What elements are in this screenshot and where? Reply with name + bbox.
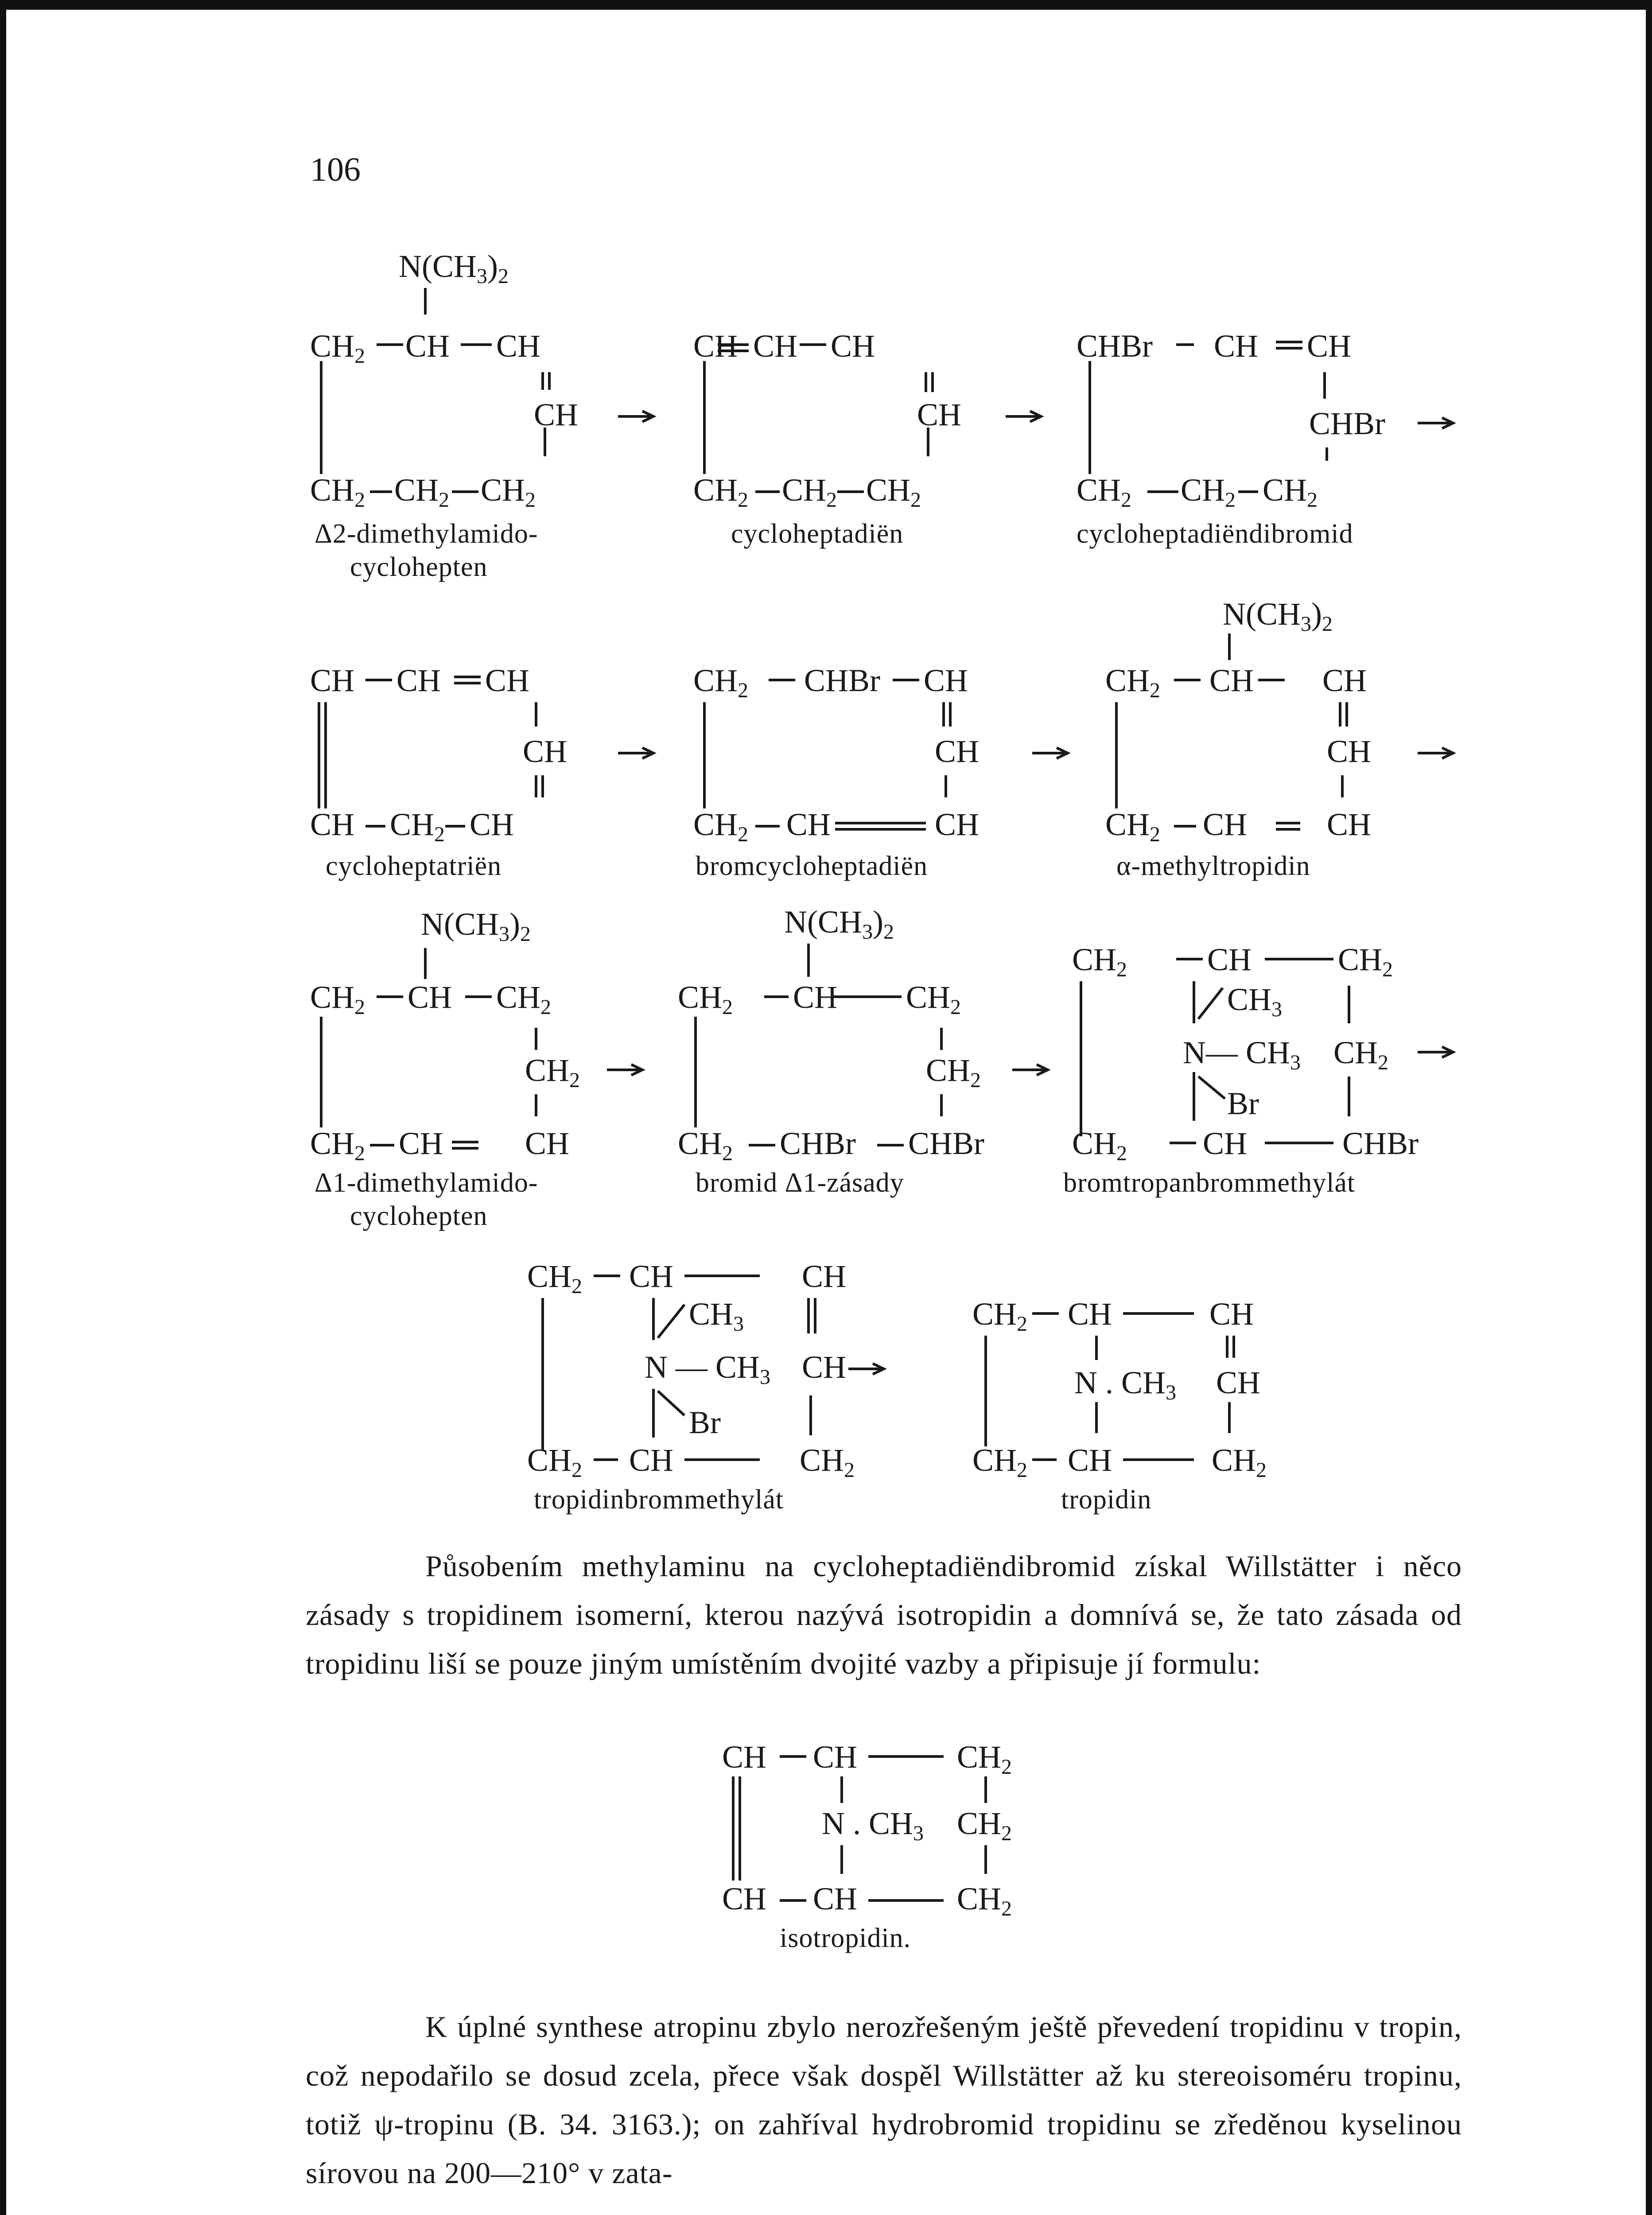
s1-r1-c: CH <box>496 328 541 364</box>
s3-caption1: cycloheptadiëndibromid <box>1077 519 1353 549</box>
s5-r3-c: CH <box>935 807 980 842</box>
s10-caption1: tropidinbrommethylát <box>534 1484 784 1515</box>
s12-r3-a: CH <box>722 1881 767 1916</box>
s11-r3-b: CH <box>1068 1442 1112 1478</box>
s9-ch3-top: CH3 <box>1227 982 1283 1021</box>
s6-r3-b: CH <box>1203 807 1248 842</box>
s7-r3-b: CH <box>399 1126 443 1161</box>
page-number: 106 <box>310 151 361 188</box>
s2-mid: CH <box>917 397 962 432</box>
s7-top: N(CH3)2 <box>421 906 531 946</box>
s6-caption1: α-methyltropidin <box>1116 851 1310 881</box>
s12-r3-c: CH2 <box>957 1881 1012 1920</box>
s3-r3-b: CH2 <box>1181 472 1236 512</box>
s1-mid: CH <box>534 397 579 432</box>
s9-r1-a: CH2 <box>1072 942 1127 981</box>
s12-r1-c: CH2 <box>957 1739 1012 1779</box>
paragraph-1 <box>306 1542 1462 1688</box>
s6-r1-c: CH <box>1322 663 1367 698</box>
s8-r3-c: CHBr <box>908 1126 985 1161</box>
s9-br: Br <box>1227 1086 1259 1121</box>
s4-r1-b: CH <box>396 663 441 698</box>
s6-r3-a: CH2 <box>1105 807 1161 846</box>
s2-r3-b: CH2 <box>782 472 837 512</box>
s2-r3-a: CH2 <box>693 472 749 512</box>
s7-r1-b: CH <box>408 979 452 1015</box>
s11-r1-a: CH2 <box>972 1296 1028 1336</box>
s1-caption1: Δ2-dimethylamido- <box>315 519 538 549</box>
s1-top: N(CH3)2 <box>399 249 509 288</box>
s8-r3-b: CHBr <box>780 1126 856 1161</box>
s9-r1-c: CH2 <box>1338 942 1393 981</box>
s2-r1-b: CH <box>753 328 798 364</box>
s11-r3-a: CH2 <box>972 1442 1028 1482</box>
s6-mid: CH <box>1327 734 1372 769</box>
s12-r3-b: CH <box>813 1881 858 1916</box>
paragraph-1-text: Působením methylaminu na cycloheptadiëndibromid získal Willstätter i něco zásady s tropidinem isomerní, kterou nazývá isotropidin a domnívá se, že tato zásada od tropidinu liší se pouze jiným umístěním dvojité vazby a připisuje jí formulu: <box>306 1549 1462 1680</box>
s4-r1-c: CH <box>485 663 530 698</box>
s6-r3-c: CH <box>1327 807 1372 842</box>
s1-caption2: cyclohepten <box>350 552 488 582</box>
s9-r3-c: CHBr <box>1342 1126 1419 1161</box>
s10-right-mid: CH <box>802 1349 847 1385</box>
s4-r3-a: CH <box>310 807 355 842</box>
s2-r3-c: CH2 <box>866 472 921 512</box>
s12-r1-b: CH <box>813 1739 858 1775</box>
s7-caption2: cyclohepten <box>350 1201 488 1231</box>
s9-r1-b: CH <box>1207 942 1252 977</box>
s5-r1-c: CH <box>924 663 968 698</box>
s6-top: N(CH3)2 <box>1223 596 1333 636</box>
s5-r3-a: CH2 <box>693 807 749 846</box>
paragraph-2-text: K úplné synthese atropinu zbylo nerozřešeným ještě převedení tropidinu v tropin, což nepodařilo se dosud zcela, přece však dospěl Willstätter až ku stereoisoméru tropinu, totiž ψ-tropinu (B. 34. 3163.); on zahříval hydrobromid tropidinu se zředěnou kyselinou sírovou na 200—210° v zata- <box>306 2010 1462 2190</box>
s10-r3-a: CH2 <box>527 1442 583 1482</box>
s7-r3-c: CH <box>525 1126 570 1161</box>
s4-r3-b: CH2 <box>390 807 445 846</box>
s10-r3-c: CH2 <box>800 1442 855 1482</box>
s4-mid: CH <box>523 734 568 769</box>
s11-r1-c: CH <box>1209 1296 1254 1332</box>
s11-n-line: N . CH3 <box>1074 1365 1177 1404</box>
s9-r3-a: CH2 <box>1072 1126 1127 1165</box>
s6-r1-b: CH <box>1209 663 1254 698</box>
s1-r1-a: CH2 <box>310 328 365 368</box>
s8-mid: CH2 <box>926 1053 981 1092</box>
s6-r1-a: CH2 <box>1105 663 1161 702</box>
s11-r3-c: CH2 <box>1212 1442 1267 1482</box>
s11-right-mid: CH <box>1216 1365 1261 1400</box>
s3-r3-a: CH2 <box>1077 472 1132 512</box>
s2-r1-c: CH <box>831 328 875 364</box>
s11-caption1: tropidin <box>1061 1484 1152 1515</box>
s11-r1-b: CH <box>1068 1296 1112 1332</box>
s10-r3-b: CH <box>629 1442 674 1478</box>
s5-r1-b: CHBr <box>804 663 881 698</box>
s9-r3-b: CH <box>1203 1126 1248 1161</box>
s10-n-line: N — CH3 <box>645 1349 771 1389</box>
s8-top: N(CH3)2 <box>784 904 894 944</box>
s9-right-mid: CH2 <box>1333 1035 1389 1074</box>
s7-r1-c: CH2 <box>496 979 552 1019</box>
s8-r1-b: CH <box>793 979 838 1015</box>
s2-r1-a: CH <box>693 328 738 364</box>
s3-r3-c: CH2 <box>1263 472 1318 512</box>
s1-r3-b: CH2 <box>394 472 450 512</box>
s3-r1-b: CH <box>1214 328 1259 364</box>
s1-r1-b: CH <box>405 328 450 364</box>
s7-caption1: Δ1-dimethylamido- <box>315 1168 538 1198</box>
s10-ch3-top: CH3 <box>689 1296 744 1336</box>
s4-caption1: cycloheptatriën <box>326 851 502 881</box>
s3-r1-c: CH <box>1307 328 1352 364</box>
s8-r1-a: CH2 <box>678 979 733 1019</box>
paragraph-2 <box>306 2002 1462 2197</box>
s10-r1-c: CH <box>802 1259 847 1294</box>
s5-caption1: bromcycloheptadiën <box>696 851 928 881</box>
s7-mid: CH2 <box>525 1053 580 1092</box>
s9-caption1: bromtropanbrommethylát <box>1063 1168 1356 1198</box>
s2-caption1: cycloheptadiën <box>731 519 904 549</box>
s3-r1-a: CHBr <box>1077 328 1153 364</box>
s5-r3-b: CH <box>786 807 831 842</box>
s3-mid: CHBr <box>1309 406 1386 441</box>
s12-n-line: N . CH3 <box>822 1806 924 1845</box>
s8-r3-a: CH2 <box>678 1126 733 1165</box>
s8-r1-c: CH2 <box>906 979 961 1019</box>
s12-r1-a: CH <box>722 1739 767 1775</box>
s12-caption1: isotropidin. <box>780 1923 911 1953</box>
s7-r3-a: CH2 <box>310 1126 365 1165</box>
s1-r3-c: CH2 <box>481 472 536 512</box>
s12-right-mid: CH2 <box>957 1806 1012 1845</box>
s5-mid: CH <box>935 734 980 769</box>
s4-r1-a: CH <box>310 663 355 698</box>
s9-n-line: N— CH3 <box>1183 1035 1301 1074</box>
s1-r3-a: CH2 <box>310 472 365 512</box>
s10-r1-b: CH <box>629 1259 674 1294</box>
s10-r1-a: CH2 <box>527 1259 583 1298</box>
s8-caption1: bromid Δ1-zásady <box>696 1168 904 1198</box>
s4-r3-c: CH <box>470 807 514 842</box>
s10-br: Br <box>689 1405 721 1440</box>
s5-r1-a: CH2 <box>693 663 749 702</box>
s7-r1-a: CH2 <box>310 979 365 1019</box>
